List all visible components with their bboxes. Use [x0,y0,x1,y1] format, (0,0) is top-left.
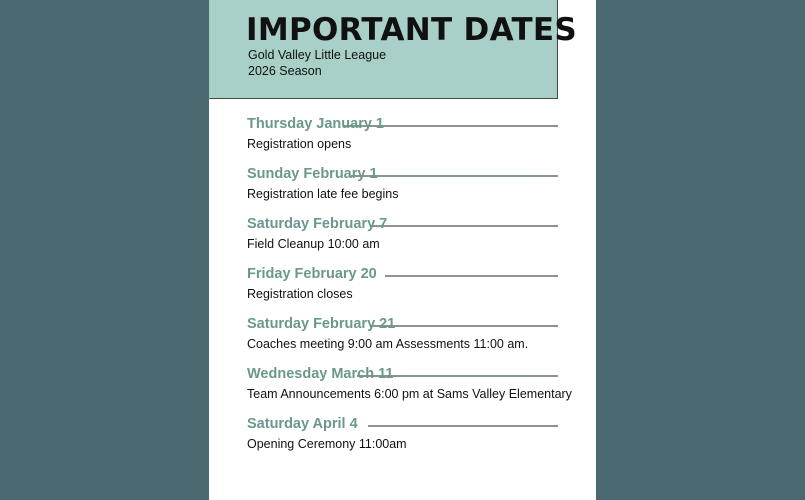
event-date: Friday February 20 [247,266,377,282]
organization-name: Gold Valley Little League [248,48,387,62]
important-dates-page [209,0,596,500]
event-description: Team Announcements 6:00 pm at Sams Valley Elementary [247,387,572,401]
divider-line [371,325,558,327]
divider-line [351,175,558,177]
event-date: Wednesday March 11 [247,366,394,382]
divider-line [368,425,558,427]
event-item [247,166,558,210]
season-label: 2026 Season [248,64,322,78]
event-description: Registration closes [247,287,353,301]
event-date: Thursday January 1 [247,116,384,132]
divider-line [371,225,558,227]
event-description: Coaches meeting 9:00 am Assessments 11:00 am. [247,337,529,351]
event-description: Registration late fee begins [247,187,399,201]
event-item [247,316,558,360]
header-banner [209,0,578,99]
event-item [247,366,572,410]
event-description: Registration opens [247,137,352,151]
event-date: Saturday April 4 [247,416,358,432]
event-item [247,116,558,160]
event-description: Opening Ceremony 11:00am [247,437,407,451]
event-item [247,216,558,260]
event-date: Saturday February 7 [247,216,388,232]
event-item [247,266,558,310]
event-item [247,416,558,460]
page-title: IMPORTANT DATES [246,12,578,48]
event-description: Field Cleanup 10:00 am [247,237,380,251]
event-date: Saturday February 21 [247,316,396,332]
divider-line [385,275,558,277]
event-date: Sunday February 1 [247,166,378,182]
